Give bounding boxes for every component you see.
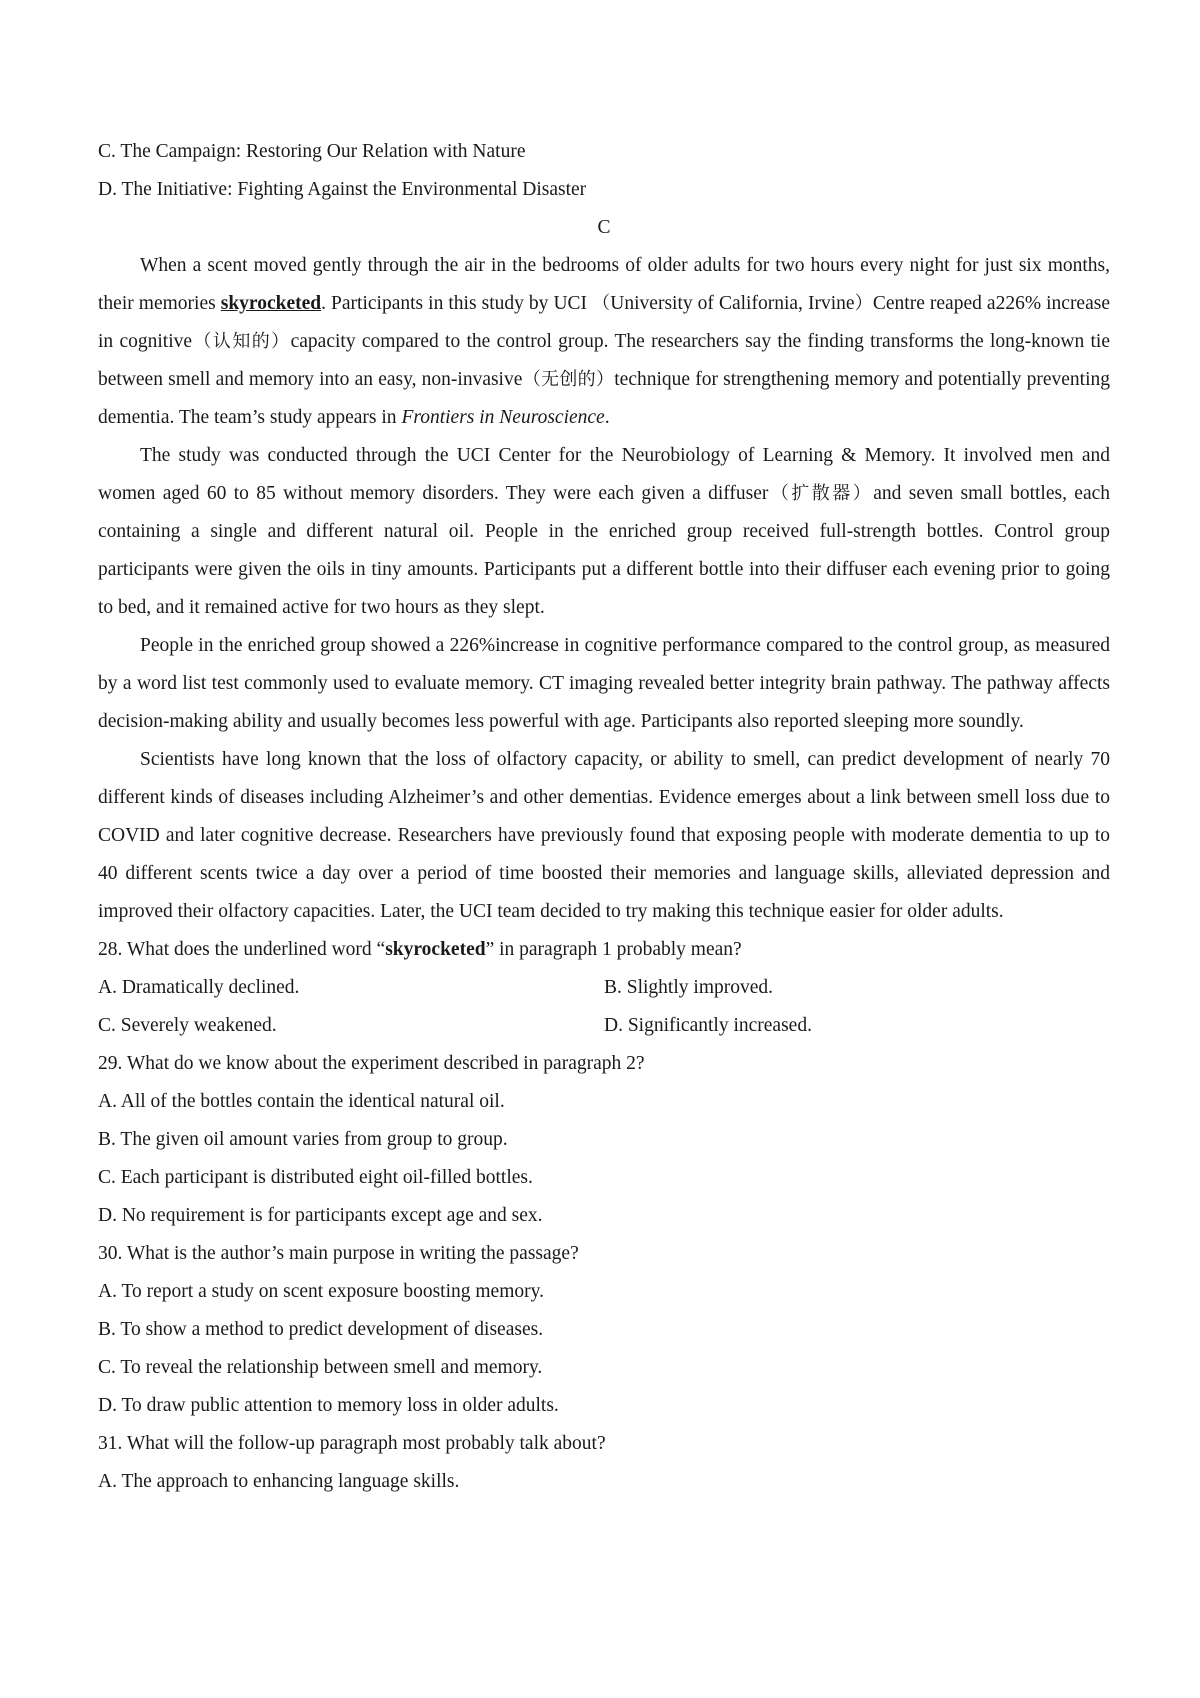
q30-option-b: B. To show a method to predict development of diseases. — [98, 1319, 544, 1340]
q29-option-a: A. All of the bottles contain the identical natural oil. — [98, 1091, 505, 1112]
q30-option-c: C. To reveal the relationship between smell and memory. — [98, 1357, 543, 1378]
q29-option-d: D. No requirement is for participants except age and sex. — [98, 1205, 543, 1226]
question-29-stem: 29. What do we know about the experiment described in paragraph 2? — [98, 1053, 645, 1074]
q31-option-a: A. The approach to enhancing language skills. — [98, 1471, 460, 1492]
question-28-stem: 28. What does the underlined word “skyrocketed” in paragraph 1 probably mean? — [98, 939, 742, 960]
keyword-skyrocketed: skyrocketed — [220, 293, 322, 314]
prev-option-c: C. The Campaign: Restoring Our Relation with Nature — [98, 141, 526, 162]
q29-option-b: B. The given oil amount varies from group to group. — [98, 1129, 508, 1150]
q28-option-a: A. Dramatically declined. — [98, 977, 300, 998]
question-28-options-row-2 — [98, 1007, 1110, 1045]
passage-paragraph-4: Scientists have long known that the loss of olfactory capacity, or ability to smell, can predict development of nearly 70 different kinds of diseases including Alzheimer’s and other dementias. Evidence emerges about a link between smell loss due to COVID and later cognitive decrease. Researchers have previously found that exposing people with moderate dementia to up to 40 different scents twice a day over a period of time boosted their memories and language skills, alleviated depression and improved their olfactory capacities. Later, the UCI team decided to try making this technique easier for older adults. — [98, 749, 1110, 922]
q28-option-d: D. Significantly increased. — [604, 1015, 812, 1036]
section-label: C — [597, 217, 611, 238]
prev-option-d: D. The Initiative: Fighting Against the Environmental Disaster — [98, 179, 587, 200]
q30-option-a: A. To report a study on scent exposure boosting memory. — [98, 1281, 544, 1302]
gloss-cognitive: （认知的） — [192, 331, 291, 352]
q30-option-d: D. To draw public attention to memory loss in older adults. — [98, 1395, 559, 1416]
question-31-stem: 31. What will the follow-up paragraph most probably talk about? — [98, 1433, 606, 1454]
question-30-stem: 30. What is the author’s main purpose in writing the passage? — [98, 1243, 579, 1264]
exam-page — [98, 133, 1110, 1501]
passage-paragraph-1: When a scent moved gently through the air in the bedrooms of older adults for two hours every night for just six months, their memories skyrocketed. Participants in this study by UCI （University of California, Irvine）Centre reaped a226% increase in cognitive（认知的）capacity compared to the control group. The researchers say the finding transforms the long-known tie between smell and memory into an easy, non-invasive（无创的）technique for strengthening memory and potentially preventing dementia. The team’s study appears in Frontiers in Neuroscience. — [98, 255, 1111, 428]
q28-option-c: C. Severely weakened. — [98, 1015, 277, 1036]
q29-option-c: C. Each participant is distributed eight oil-filled bottles. — [98, 1167, 533, 1188]
journal-name: Frontiers in Neuroscience — [401, 407, 605, 428]
passage-paragraph-3: People in the enriched group showed a 226%increase in cognitive performance compared to the control group, as measured by a word list test commonly used to evaluate memory. CT imaging revealed better integrity brain pathway. The pathway affects decision-making ability and usually becomes less powerful with age. Participants also reported sleeping more soundly. — [98, 635, 1110, 732]
gloss-non-invasive: （无创的） — [522, 369, 615, 390]
gloss-diffuser: （扩散器） — [768, 483, 874, 504]
q28-option-b: B. Slightly improved. — [604, 977, 774, 998]
passage-paragraph-2: The study was conducted through the UCI Center for the Neurobiology of Learning & Memory. It involved men and women aged 60 to 85 without memory disorders. They were each given a diffuser（扩散器）and seven small bottles, each containing a single and different natural oil. People in the enriched group received full-strength bottles. Control group participants were given the oils in tiny amounts. Participants put a different bottle into their diffuser each evening prior to going to bed, and it remained active for two hours as they slept. — [98, 445, 1111, 618]
question-28-options-row-1 — [98, 969, 1110, 1007]
